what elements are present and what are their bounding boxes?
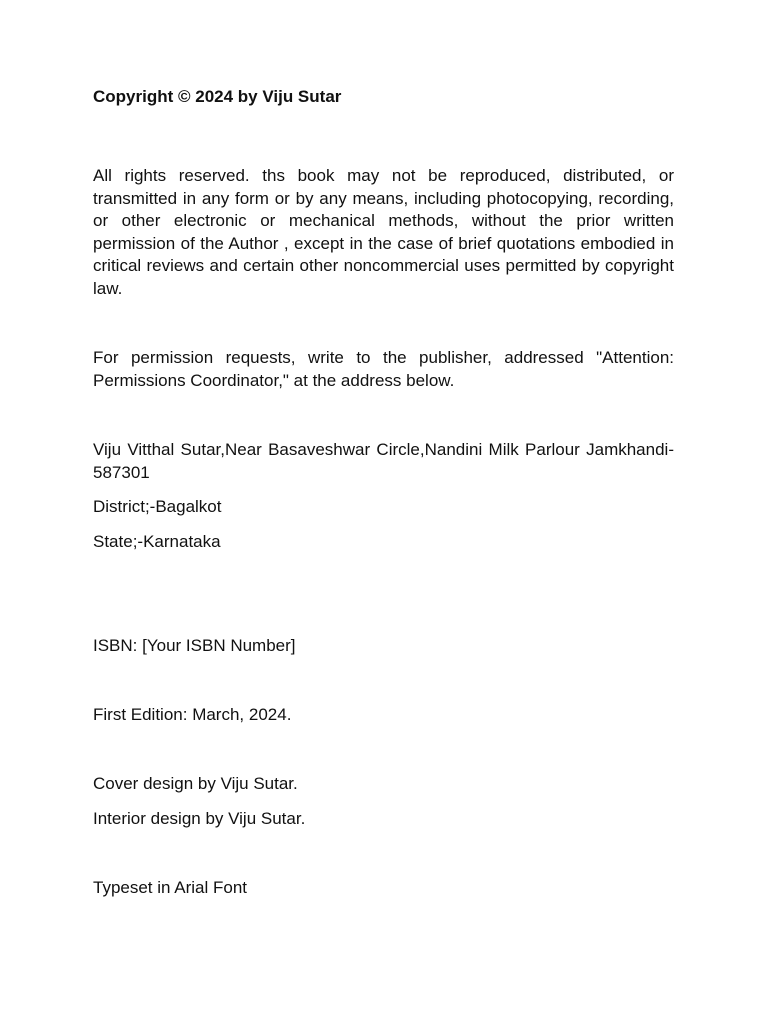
- interior-design-line: Interior design by Viju Sutar.: [93, 809, 306, 828]
- permission-paragraph: For permission requests, write to the publisher, addressed "Attention: Permissions Coordinator," at the address below.: [93, 348, 674, 390]
- address-state: State;-Karnataka: [93, 532, 221, 551]
- typeset-line: Typeset in Arial Font: [93, 878, 248, 897]
- cover-design-line: Cover design by Viju Sutar.: [93, 774, 298, 793]
- copyright-heading: Copyright © 2024 by Viju Sutar: [93, 87, 342, 106]
- isbn-line: ISBN: [Your ISBN Number]: [93, 636, 296, 655]
- address-street: Viju Vitthal Sutar,Near Basaveshwar Circle,Nandini Milk Parlour Jamkhandi-587301: [93, 440, 674, 482]
- address-district: District;-Bagalkot: [93, 497, 222, 516]
- edition-line: First Edition: March, 2024.: [93, 705, 292, 724]
- rights-paragraph: All rights reserved. ths book may not be reproduced, distributed, or transmitted in any form or by any means, including photocopying, recording, or other electronic or mechanical methods, without the prior written permission of the Author , except in the case of brief quotations embodied in critical reviews and certain other noncommercial uses permitted by copyright law.: [93, 166, 674, 298]
